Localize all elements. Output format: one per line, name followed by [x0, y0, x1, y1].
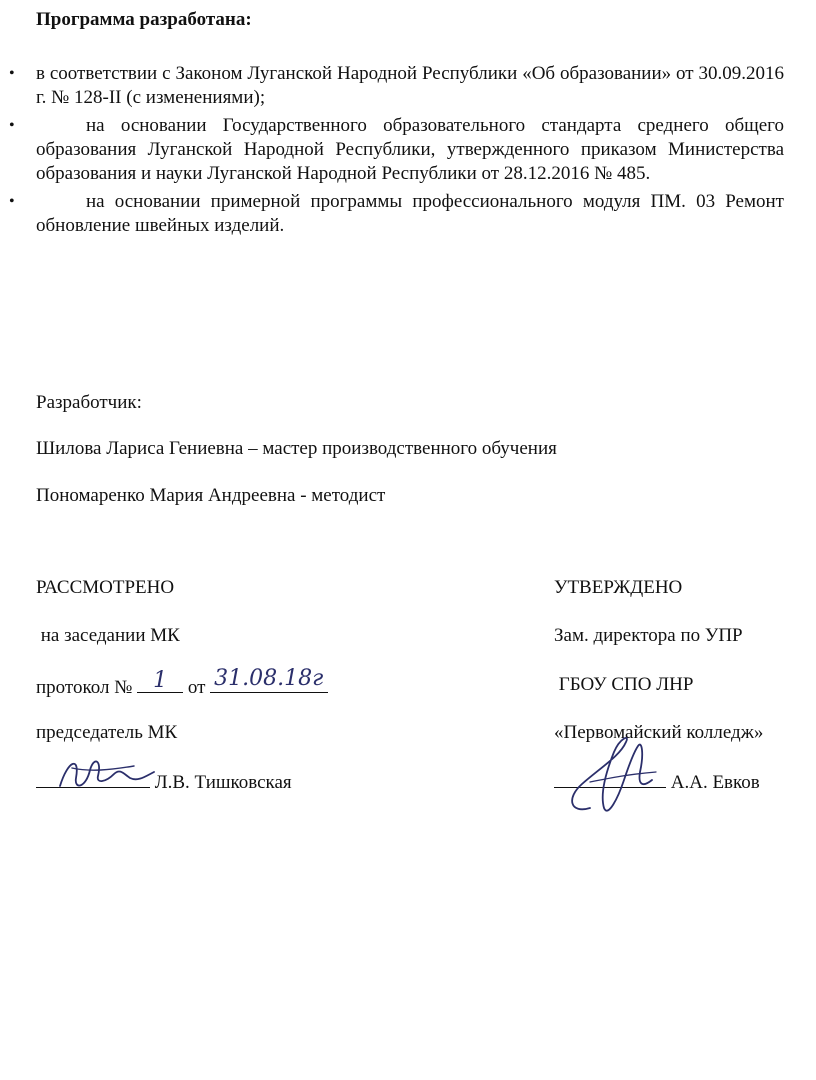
- director-name: А.А. Евков: [670, 772, 760, 793]
- approved-org: ГБОУ СПО ЛНР: [554, 674, 694, 695]
- protocol-prefix: протокол №: [36, 677, 133, 698]
- protocol-from: от: [187, 677, 206, 698]
- protocol-date-blank: [210, 666, 328, 693]
- protocol-date: 31.08.18г: [214, 666, 324, 691]
- basis-item-program: • на основании примерной программы профессионального модуля ПМ. 03 Ремонт обновление швейных изделий.: [9, 191, 784, 236]
- signature-blank: [36, 769, 150, 788]
- signature-blank: [554, 769, 666, 788]
- basis-list: [9, 62, 784, 238]
- developer-1: Шилова Лариса Гениевна – мастер производственного обучения: [36, 438, 557, 459]
- approved-college: «Первомайский колледж»: [554, 722, 764, 743]
- basis-item-standard: • на основании Государственного образовательного стандарта среднего общего образования Луганской Народной Республики, утвержденного приказом Министерства образования и науки Луганской Народной Республики от 28.12.2016 № 485.: [9, 115, 784, 184]
- bullet-icon: •: [9, 65, 15, 82]
- chair-name: Л.В. Тишковская: [154, 772, 292, 793]
- developer-label: Разработчик:: [36, 392, 142, 413]
- page-heading: Программа разработана:: [36, 9, 252, 30]
- basis-item-law: • в соответствии с Законом Луганской Народной Республики «Об образовании» от 30.09.2016 г. № 128-II (с изменениями);: [9, 63, 784, 108]
- considered-meeting: на заседании МК: [36, 625, 180, 646]
- chair-signature-line: [36, 769, 292, 794]
- considered-title: РАССМОТРЕНО: [36, 577, 175, 598]
- protocol-number: 1: [153, 668, 168, 693]
- approved-position: Зам. директора по УПР: [554, 625, 743, 646]
- protocol-line: [36, 666, 328, 699]
- chair-label: председатель МК: [36, 722, 178, 743]
- bullet-icon: •: [9, 117, 15, 134]
- bullet-icon: •: [9, 193, 15, 210]
- protocol-number-blank: [137, 668, 183, 693]
- approved-title: УТВЕРЖДЕНО: [554, 577, 683, 598]
- developer-2: Пономаренко Мария Андреевна - методист: [36, 485, 386, 506]
- director-signature-line: [554, 769, 760, 794]
